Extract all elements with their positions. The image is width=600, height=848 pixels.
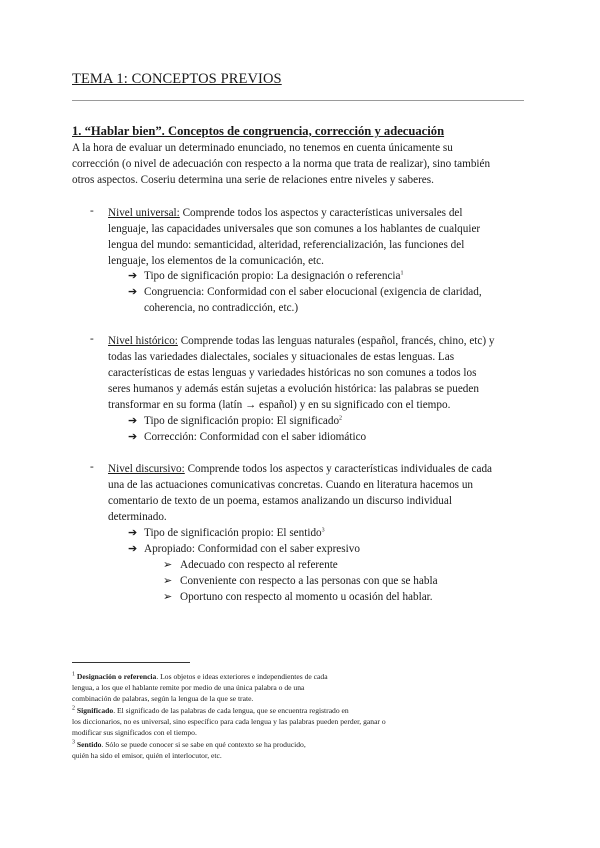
arrow-icon: ➔ bbox=[128, 415, 138, 427]
arrow-icon: ➔ bbox=[128, 431, 138, 443]
triangle-arrow-icon: ➢ bbox=[163, 559, 173, 571]
subitem-text: Congruencia: Conformidad con el saber elocucional (exigencia de claridad, bbox=[144, 286, 482, 298]
subitem-text: Tipo de significación propio: La designación o referencia bbox=[144, 270, 401, 282]
footnote-term: Sentido bbox=[76, 740, 102, 749]
subitem bbox=[128, 541, 360, 557]
footnote-number: 1 bbox=[72, 671, 75, 678]
footnote-ref: 1 bbox=[400, 270, 404, 277]
footnote-line: combinación de palabras, según la lengua de la que se trate. bbox=[72, 694, 254, 704]
level-text-line: lenguaje, las capacidades universales que son comunes a los hablantes de cualquier bbox=[108, 223, 481, 235]
footnote-line: lengua, a los que el hablante remite por medio de una única palabra o de una bbox=[72, 683, 305, 693]
footnote-term: Significado bbox=[76, 706, 114, 715]
level-text: Comprende todos los aspectos y características universales del bbox=[179, 207, 463, 219]
level-text-line: todas las variedades dialectales, sociales y situacionales de estas lenguas. Las bbox=[108, 351, 455, 363]
section-heading: 1. “Hablar bien”. Conceptos de congruencia, corrección y adecuación bbox=[72, 124, 445, 138]
level-text-line: lengua del mundo: semanticidad, alteridad, referencialización, las funciones del bbox=[108, 239, 465, 251]
intro-line: corrección (o nivel de adecuación con respecto a la norma que trata de realizar), sino también bbox=[72, 158, 491, 170]
subitem bbox=[128, 268, 404, 284]
footnote-text: . Los objetos e ideas exteriores e independientes de cada bbox=[156, 672, 328, 681]
arrow-icon: ➔ bbox=[128, 543, 138, 555]
triangle-arrow-icon: ➢ bbox=[163, 591, 173, 603]
footnote-text: . El significado de las palabras de cada lengua, que se encuentra registrado en bbox=[113, 706, 349, 715]
subsubitem bbox=[163, 557, 338, 573]
level-universal bbox=[108, 205, 532, 269]
subitem bbox=[128, 413, 342, 429]
subitem bbox=[128, 284, 482, 316]
subitem-text: Corrección: Conformidad con el saber idiomático bbox=[144, 431, 367, 443]
triangle-arrow-icon: ➢ bbox=[163, 575, 173, 587]
footnote-line: modificar sus significados con el tiempo. bbox=[72, 728, 197, 738]
intro-paragraph bbox=[72, 140, 532, 188]
footnote-term: Designación o referencia bbox=[76, 672, 157, 681]
subsubitem bbox=[163, 589, 433, 605]
footnote-3 bbox=[72, 739, 542, 761]
intro-line: otros aspectos. Coseriu determina una serie de relaciones entre niveles y saberes. bbox=[72, 174, 434, 186]
level-historico bbox=[108, 333, 532, 413]
subsubitem-text: Conveniente con respecto a las personas con que se habla bbox=[180, 575, 438, 587]
level-text-line: transformar en su forma (latín → español) y en su significado con el tiempo. bbox=[108, 399, 451, 411]
arrow-icon: ➔ bbox=[128, 270, 138, 282]
bullet-dash: - bbox=[90, 333, 94, 345]
footnote-ref: 3 bbox=[321, 527, 325, 534]
subitem-text: Apropiado: Conformidad con el saber expresivo bbox=[144, 543, 360, 555]
subitem bbox=[128, 525, 325, 541]
level-text-line: determinado. bbox=[108, 511, 167, 523]
level-text-line: una de las actuaciones comunicativas concretas. Cuando en literatura hacemos un bbox=[108, 479, 474, 491]
arrow-icon: ➔ bbox=[128, 527, 138, 539]
footnote-ref: 2 bbox=[339, 415, 343, 422]
subsubitem-text: Adecuado con respecto al referente bbox=[180, 559, 338, 571]
footnote-number: 2 bbox=[72, 705, 75, 712]
level-text-line: características de estas lenguas y variedades históricas no son comunes a todos los bbox=[108, 367, 477, 379]
bullet-dash: - bbox=[90, 205, 94, 217]
level-text-line: comentario de texto de un poema, estamos analizando un discurso individual bbox=[108, 495, 452, 507]
footnote-text: . Sólo se puede conocer si se sabe en qué contexto se ha producido, bbox=[101, 740, 306, 749]
footnote-2 bbox=[72, 705, 542, 739]
subitem-text: Tipo de significación propio: El significado bbox=[144, 415, 340, 427]
level-label: Nivel universal: bbox=[108, 207, 180, 219]
bullet-dash: - bbox=[90, 461, 94, 473]
level-label: Nivel discursivo: bbox=[108, 463, 185, 475]
subsubitem-text: Oportuno con respecto al momento u ocasión del hablar. bbox=[180, 591, 433, 603]
footnote-line: quién ha sido el emisor, quién el interlocutor, etc. bbox=[72, 751, 222, 761]
subsubitem bbox=[163, 573, 438, 589]
level-text: Comprende todas las lenguas naturales (español, francés, chino, etc) y bbox=[177, 335, 495, 347]
level-discursivo bbox=[108, 461, 532, 525]
footnote-number: 3 bbox=[72, 739, 75, 746]
page-title: TEMA 1: CONCEPTOS PREVIOS bbox=[72, 71, 282, 87]
subitem bbox=[128, 429, 366, 445]
subitem-continuation: coherencia, no contradicción, etc.) bbox=[144, 302, 299, 314]
footnote-line: los diccionarios, no es universal, sino específico para cada lengua y las palabras pueden perder, ganar o bbox=[72, 717, 386, 727]
level-label: Nivel histórico: bbox=[108, 335, 178, 347]
title-divider bbox=[72, 100, 524, 101]
level-text: Comprende todos los aspectos y características individuales de cada bbox=[184, 463, 493, 475]
intro-line: A la hora de evaluar un determinado enunciado, no tenemos en cuenta únicamente su bbox=[72, 142, 453, 154]
level-text-line: lenguaje, los elementos de la comunicación, etc. bbox=[108, 255, 324, 267]
level-text-line: seres humanos y además están sujetas a evolución histórica: las palabras se pueden bbox=[108, 383, 479, 395]
footnote-1 bbox=[72, 671, 542, 705]
subitem-text: Tipo de significación propio: El sentido bbox=[144, 527, 322, 539]
footnote-divider bbox=[72, 662, 190, 663]
arrow-icon: ➔ bbox=[128, 286, 138, 298]
